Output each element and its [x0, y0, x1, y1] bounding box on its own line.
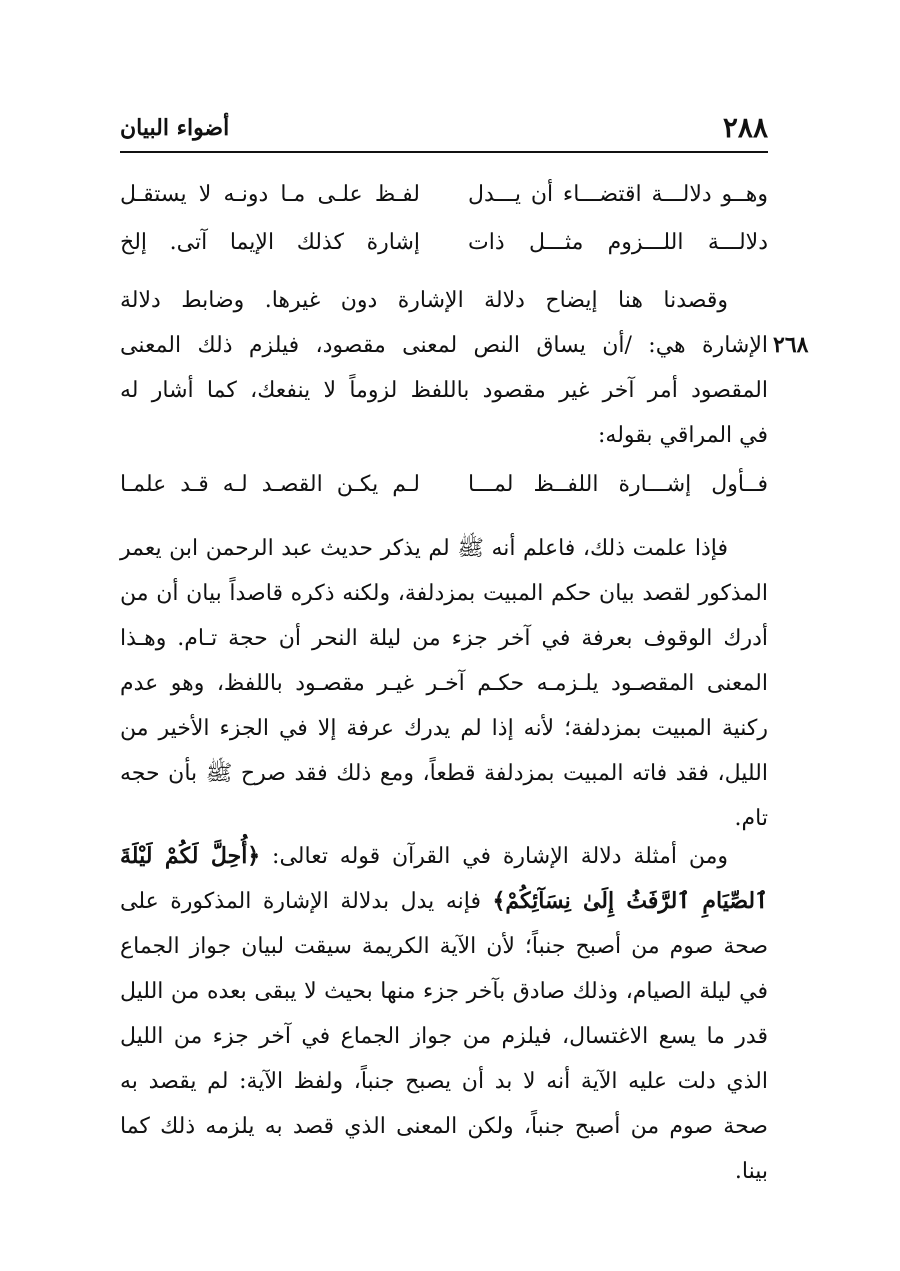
paragraph-rest: فإنه يدل بدلالة الإشارة المذكورة على صحة صوم من أصبح جنباً؛ لأن الآية الكريمة سيقت لبيان جواز الجماع في ليلة الصيام، وذلك صادق بآخر جزء منها بحيث لا يبقى بعده من الليل قدر ما يسع الاغتسال، فيلزم من جواز الجماع في آخر جزء من الليل الذي دلت عليه الآية أنه لا بد أن يصبح جنباً، ولفظ الآية: لم يقصد به صحة صوم من أصبح جنباً، ولكن المعنى الذي قصد به يلزمه ذلك كما بينا.: [120, 889, 768, 1184]
paragraph-line: وقصدنا هنا إيضاح دلالة الإشارة دون غيرها. وضابط دلالة: [120, 288, 728, 313]
verse-line: [120, 172, 768, 218]
paragraph-1: [120, 278, 768, 458]
quran-quote: ﴿أُحِلَّ لَكُمْ لَيْلَةَ ٱلصِّيَامِ ٱلرَّفَثُ إِلَىٰ نِسَآئِكُمْ﴾: [120, 843, 769, 914]
paragraph-3: [120, 834, 768, 1194]
page-number: ٢٨٨: [722, 111, 768, 144]
paragraph-text: [120, 834, 768, 1194]
verse-hemistich-right: دلالـــة اللـــزوم مثـــل ذات: [468, 230, 768, 255]
paragraph-2: [120, 526, 768, 841]
paragraph-intro: ومن أمثلة دلالة الإشارة في القرآن قوله تعالى:: [260, 844, 728, 869]
verse-line: [120, 220, 768, 266]
verse-line: [120, 462, 768, 508]
paragraph-text: فإذا علمت ذلك، فاعلم أنه ﷺ لم يذكر حديث عبد الرحمن ابن يعمر المذكور لقصد بيان حكم المبيت بمزدلفة، ولكنه ذكره قاصداً بيان أن من أدرك الوقوف بعرفة في آخر جزء من ليلة النحر أن حجة تـام. وهـذا المعنى المقصـود يلـزمـه حكـم آخـر غيـر مقصـود باللفظ، وهو عدم ركنية المبيت بمزدلفة؛ لأنه إذا لم يدرك عرفة إلا في الجزء الأخير من الليل، فقد فاته المبيت بمزدلفة قطعاً، ومع ذلك فقد صرح ﷺ بأن حجه تام.: [120, 536, 768, 831]
paragraph-line: في المراقي بقوله:: [597, 423, 768, 448]
verse-hemistich-left: إشارة كذلك الإيما آتى. إلخ: [120, 230, 420, 255]
paragraph-line: الإشارة هي: /أن يساق النص لمعنى مقصود، فيلزم ذلك المعنى: [120, 333, 768, 358]
paragraph-line: المقصود أمر آخر غير مقصود باللفظ لزوماً لا ينفعك، كما أشار له: [120, 378, 768, 403]
book-title: أضواء البيان: [120, 115, 230, 141]
page-header: [120, 108, 768, 148]
verse-hemistich-right: وهــو دلالـــة اقتضـــاء أن يـــدل: [468, 182, 768, 207]
header-divider: [120, 151, 768, 153]
margin-page-reference: ٢٦٨: [773, 332, 809, 358]
verse-hemistich-left: لـم يكـن القصـد لـه قـد علمـا: [120, 472, 420, 497]
verse-hemistich-right: فــأول إشـــارة اللفــظ لمـــا: [468, 472, 768, 497]
verse-hemistich-left: لفـظ علـى مـا دونـه لا يستقـل: [120, 182, 420, 207]
